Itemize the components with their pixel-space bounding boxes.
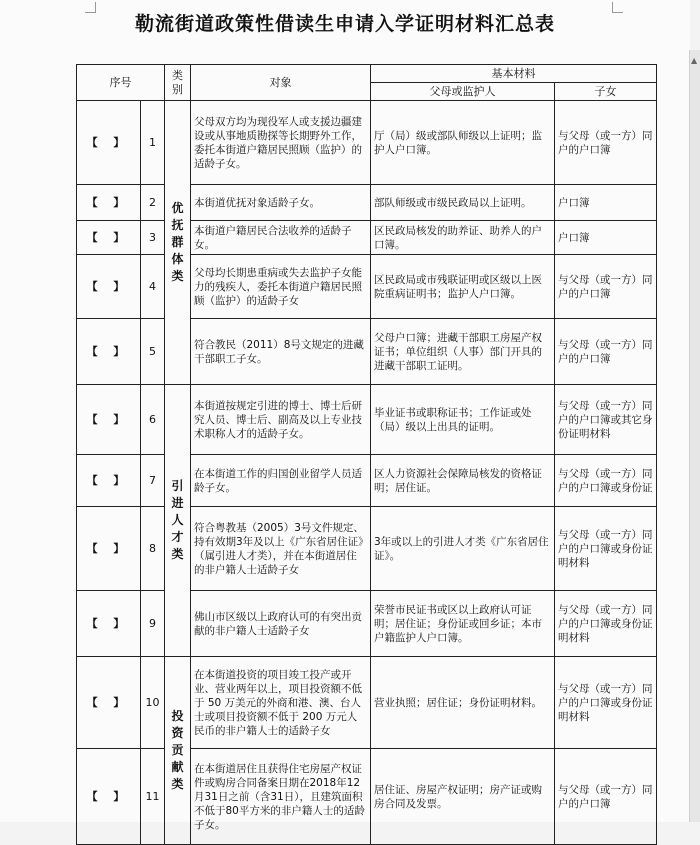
row-parent-materials: 区人力资源社会保障局核发的资格证明；居住证。 — [371, 455, 555, 507]
row-target: 本街道优抚对象适龄子女。 — [191, 185, 371, 221]
category-label: 优抚群体类 — [171, 201, 184, 283]
row-parent-materials: 居住证、房屋产权证明；房产证或购房合同及发票。 — [371, 749, 555, 845]
category-cell — [165, 385, 191, 657]
row-target: 佛山市区级以上政府认可的有突出贡献的非户籍人士适龄子女 — [191, 591, 371, 657]
row-number: 7 — [141, 455, 165, 507]
row-target: 在本街道工作的归国创业留学人员适龄子女。 — [191, 455, 371, 507]
row-checkbox[interactable]: 【 】 — [77, 507, 141, 591]
row-number: 6 — [141, 385, 165, 455]
row-child-materials: 与父母（或一方）同户的户口簿 — [555, 101, 657, 185]
row-number: 3 — [141, 221, 165, 255]
row-parent-materials: 毕业证书或职称证书；工作证或处（局）级以上出具的证明。 — [371, 385, 555, 455]
row-checkbox[interactable]: 【 】 — [77, 657, 141, 749]
vertical-scrollbar[interactable] — [689, 50, 700, 822]
table-row — [77, 221, 657, 255]
header-category: 类别 — [165, 65, 191, 101]
table-row — [77, 507, 657, 591]
row-child-materials: 与父母（或一方）同户的户口簿 — [555, 319, 657, 385]
category-cell — [165, 101, 191, 385]
row-child-materials: 与父母（或一方）同户的户口簿或身份证明材料 — [555, 591, 657, 657]
row-target: 在本街道投资的项目竣工投产或开业、营业两年以上，项目投资额不低于 50 万美元的外商和港、澳、台人士或项目投资额不低于 200 万元人民币的非户籍人士的适龄子女 — [191, 657, 371, 749]
row-child-materials: 与父母（或一方）同户的户口簿或身份证明材料 — [555, 507, 657, 591]
row-target: 父母均长期患重病或失去监护子女能力的残疾人，委托本街道户籍居民照顾（监护）的适龄子女 — [191, 255, 371, 319]
table-row — [77, 749, 657, 845]
header-target: 对象 — [191, 65, 371, 101]
row-checkbox[interactable]: 【 】 — [77, 591, 141, 657]
row-parent-materials: 区民政局或市残联证明或区级以上医院重病证明书；监护人户口簿。 — [371, 255, 555, 319]
header-seq: 序号 — [77, 65, 165, 101]
row-target: 本街道户籍居民合法收养的适龄子女。 — [191, 221, 371, 255]
row-child-materials: 与父母（或一方）同户的户口簿 — [555, 255, 657, 319]
row-checkbox[interactable]: 【 】 — [77, 385, 141, 455]
row-checkbox[interactable]: 【 】 — [77, 185, 141, 221]
table-row — [77, 657, 657, 749]
table-row — [77, 385, 657, 455]
header-parent: 父母或监护人 — [371, 83, 555, 101]
row-number: 4 — [141, 255, 165, 319]
row-checkbox[interactable]: 【 】 — [77, 255, 141, 319]
row-target: 本街道按规定引进的博士、博士后研究人员、博士后、副高及以上专业技术职称人才的适龄子女。 — [191, 385, 371, 455]
row-target: 在本街道居住且获得住宅房屋产权证件或购房合同备案日期在2018年12月31日之前（含31日），且建筑面积不低于80平方米的非户籍人士的适龄子女。 — [191, 749, 371, 845]
header-child: 子女 — [555, 83, 657, 101]
row-parent-materials: 部队师级或市级民政局以上证明。 — [371, 185, 555, 221]
row-child-materials: 户口簿 — [555, 185, 657, 221]
table-row — [77, 185, 657, 221]
row-child-materials: 与父母（或一方）同户的户口簿 — [555, 749, 657, 845]
row-child-materials: 与父母（或一方）同户的户口簿或身份证 — [555, 455, 657, 507]
row-child-materials: 与父母（或一方）同户的户口簿或其它身份证明材料 — [555, 385, 657, 455]
table-row — [77, 591, 657, 657]
row-child-materials: 户口簿 — [555, 221, 657, 255]
row-target: 父母双方均为现役军人或支援边疆建设或从事地质勘探等长期野外工作，委托本街道户籍居民照顾（监护）的适龄子女。 — [191, 101, 371, 185]
row-checkbox[interactable]: 【 】 — [77, 455, 141, 507]
category-label: 引进人才类 — [171, 479, 184, 561]
row-number: 5 — [141, 319, 165, 385]
row-number: 11 — [141, 749, 165, 845]
row-target: 符合教民（2011）8号文规定的进藏干部职工子女。 — [191, 319, 371, 385]
table-row — [77, 101, 657, 185]
row-number: 1 — [141, 101, 165, 185]
row-parent-materials: 荣誉市民证书或区以上政府认可证明；居住证；身份证或回乡证；本市户籍监护人户口簿。 — [371, 591, 555, 657]
category-label: 投资贡献类 — [171, 709, 184, 791]
row-number: 2 — [141, 185, 165, 221]
header-basic-materials: 基本材料 — [371, 65, 657, 83]
materials-table — [76, 64, 657, 845]
scroll-up-arrow-icon[interactable]: ▲ — [691, 56, 698, 65]
row-child-materials: 与父母（或一方）同户的户口簿或身份证明材料 — [555, 657, 657, 749]
row-parent-materials: 3年或以上的引进人才类《广东省居住证》。 — [371, 507, 555, 591]
table-row — [77, 319, 657, 385]
row-number: 8 — [141, 507, 165, 591]
row-checkbox[interactable]: 【 】 — [77, 749, 141, 845]
row-checkbox[interactable]: 【 】 — [77, 101, 141, 185]
row-parent-materials: 营业执照；居住证；身份证明材料。 — [371, 657, 555, 749]
table-row — [77, 255, 657, 319]
row-parent-materials: 厅（局）级或部队师级以上证明；监护人户口簿。 — [371, 101, 555, 185]
table-row — [77, 455, 657, 507]
category-cell — [165, 657, 191, 845]
row-parent-materials: 父母户口簿；进藏干部职工房屋产权证书；单位组织（人事）部门开具的进藏干部职工证明。 — [371, 319, 555, 385]
row-number: 10 — [141, 657, 165, 749]
row-target: 符合粤教基（2005）3号文件规定、持有效期3年及以上《广东省居住证》（属引进人才类），并在本街道居住的非户籍人士适龄子女 — [191, 507, 371, 591]
row-number: 9 — [141, 591, 165, 657]
row-checkbox[interactable]: 【 】 — [77, 221, 141, 255]
row-checkbox[interactable]: 【 】 — [77, 319, 141, 385]
row-parent-materials: 区民政局核发的助养证、助养人的户口簿。 — [371, 221, 555, 255]
document-title: 勒流街道政策性借读生申请入学证明材料汇总表 — [134, 13, 555, 35]
